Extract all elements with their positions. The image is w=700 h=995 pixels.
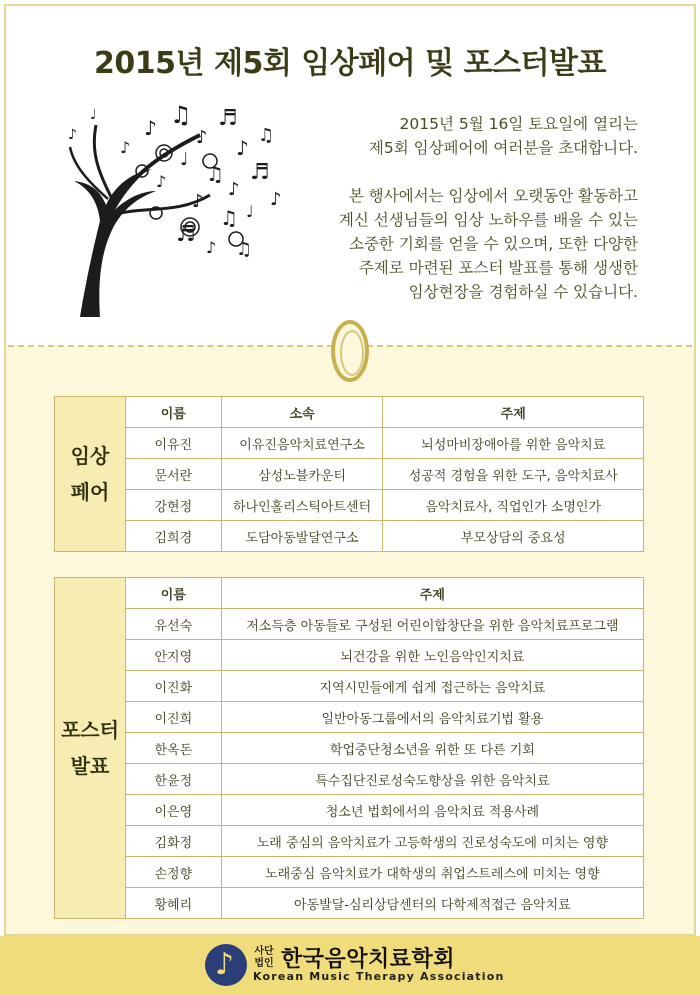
svg-text:♪: ♪ xyxy=(156,172,167,191)
section-label-line: 임상 xyxy=(70,444,110,468)
presenter-name: 이진희 xyxy=(125,702,221,733)
table-row xyxy=(55,640,644,671)
section-label-clinical-fair xyxy=(55,397,126,552)
table-row xyxy=(55,764,644,795)
svg-text:♪: ♪ xyxy=(236,136,249,160)
presenter-affiliation: 삼성노블카운티 xyxy=(221,459,383,490)
presentation-topic: 노래중심 음악치료가 대학생의 취업스트레스에 미치는 영향 xyxy=(221,857,643,888)
svg-text:♩: ♩ xyxy=(246,202,254,221)
logo-corp-line: 사단 xyxy=(254,946,274,957)
presenter-name: 황혜리 xyxy=(125,888,221,919)
table-row xyxy=(55,671,644,702)
presenter-name: 문서란 xyxy=(125,459,221,490)
intro-line: 제5회 임상페어에 여러분을 초대합니다. xyxy=(368,139,638,157)
presentation-topic: 특수집단진로성숙도향상을 위한 음악치료 xyxy=(221,764,643,795)
presenter-name: 강현정 xyxy=(125,490,221,521)
svg-text:♪: ♪ xyxy=(270,189,282,210)
intro-line: 본 행사에서는 임상에서 오랫동안 활동하고 xyxy=(348,187,638,205)
intro-line: 계신 선생님들의 임상 노하우를 배울 수 있는 xyxy=(338,211,638,229)
presenter-affiliation: 하나인홀리스틱아트센터 xyxy=(221,490,383,521)
section-label-line: 페어 xyxy=(70,480,110,504)
page-title: 2015년 제5회 임상페어 및 포스터발표 xyxy=(94,46,606,81)
intro-line: 주제로 마련된 포스터 발표를 통해 생생한 xyxy=(358,259,638,277)
presentation-topic: 뇌건강을 위한 노인음악인지치료 xyxy=(221,640,643,671)
presenter-name: 안지영 xyxy=(125,640,221,671)
svg-text:♩: ♩ xyxy=(90,107,97,123)
presentation-topic: 노래 중심의 음악치료가 고등학생의 진로성숙도에 미치는 영향 xyxy=(221,826,643,857)
presenter-name: 이진화 xyxy=(125,671,221,702)
table-row xyxy=(55,795,644,826)
presenter-name: 김화정 xyxy=(125,826,221,857)
intro-line: 2015년 5월 16일 토요일에 열리는 xyxy=(399,115,638,133)
presenter-name: 이유진 xyxy=(125,428,221,459)
svg-text:♪: ♪ xyxy=(228,179,240,200)
table-row xyxy=(55,521,644,552)
svg-text:♫: ♫ xyxy=(258,125,275,146)
table-row xyxy=(55,857,644,888)
presenter-affiliation: 이유진음악치료연구소 xyxy=(221,428,383,459)
logo-name-korean: 한국음악치료학회 xyxy=(281,947,456,972)
table-row xyxy=(55,888,644,919)
svg-text:♬: ♬ xyxy=(176,222,196,247)
presentation-topic: 성공적 경험을 위한 도구, 음악치료사 xyxy=(383,459,644,490)
table-row xyxy=(55,609,644,640)
presentation-topic: 뇌성마비장애아를 위한 음악치료 xyxy=(383,428,644,459)
presentation-topic: 학업중단청소년을 위한 또 다른 기회 xyxy=(221,733,643,764)
svg-text:♫: ♫ xyxy=(206,162,224,186)
presentation-topic: 청소년 법회에서의 음악치료 적용사례 xyxy=(221,795,643,826)
table-row xyxy=(55,826,644,857)
column-header-name: 이름 xyxy=(125,578,221,609)
table-header-row xyxy=(55,397,644,428)
presenter-name: 한윤정 xyxy=(125,764,221,795)
column-header-affiliation: 소속 xyxy=(221,397,383,428)
logo-corp-line: 법인 xyxy=(254,958,274,969)
svg-text:♩: ♩ xyxy=(180,149,189,170)
presenter-name: 김희경 xyxy=(125,521,221,552)
presentation-topic: 아동발달-심리상담센터의 다학제적접근 음악치료 xyxy=(221,888,643,919)
intro-line: 임상현장을 경험하실 수 있습니다. xyxy=(408,283,638,301)
association-logo xyxy=(205,942,505,990)
music-note-logo-icon xyxy=(205,944,247,986)
table-row xyxy=(55,459,644,490)
logo-name-english: Korean Music Therapy Association xyxy=(253,970,505,983)
presentation-topic: 음악치료사, 직업인가 소명인가 xyxy=(383,490,644,521)
column-header-name: 이름 xyxy=(125,397,221,428)
table-row xyxy=(55,702,644,733)
presenter-name: 한옥돈 xyxy=(125,733,221,764)
svg-text:♬: ♬ xyxy=(250,160,270,185)
clinical-fair-table xyxy=(54,396,644,552)
table-row xyxy=(55,490,644,521)
svg-text:♫: ♫ xyxy=(170,101,192,129)
presentation-topic: 지역시민들에게 쉽게 접근하는 음악치료 xyxy=(221,671,643,702)
presenter-name: 손정향 xyxy=(125,857,221,888)
svg-text:♫: ♫ xyxy=(220,206,238,230)
table-header-row xyxy=(55,578,644,609)
svg-text:♪: ♪ xyxy=(120,138,131,157)
svg-text:♪: ♪ xyxy=(68,127,77,143)
presentation-topic: 부모상담의 중요성 xyxy=(383,521,644,552)
column-header-topic: 주제 xyxy=(383,397,644,428)
poster-presentation-table xyxy=(54,577,644,919)
svg-text:♪: ♪ xyxy=(192,191,204,212)
svg-text:♬: ♬ xyxy=(218,106,238,131)
presenter-affiliation: 도담아동발달연구소 xyxy=(221,521,383,552)
svg-text:♫: ♫ xyxy=(236,239,253,260)
logo-corporation-label xyxy=(251,946,277,970)
oval-medal-ornament xyxy=(331,320,369,382)
tree-trunk xyxy=(74,169,156,317)
section-label-poster xyxy=(55,578,126,919)
presenter-name: 유선숙 xyxy=(125,609,221,640)
svg-text:♪: ♪ xyxy=(206,238,217,257)
table-row xyxy=(55,733,644,764)
section-label-line: 포스터 xyxy=(60,718,119,742)
intro-line: 소중한 기회를 얻을 수 있으며, 또한 다양한 xyxy=(348,235,638,253)
section-label-line: 발표 xyxy=(70,754,110,778)
column-header-topic: 주제 xyxy=(221,578,643,609)
presentation-topic: 저소득층 아동들로 구성된 어린이합창단을 위한 음악치료프로그램 xyxy=(221,609,643,640)
table-row xyxy=(55,428,644,459)
intro-text xyxy=(258,112,638,304)
presenter-name: 이은영 xyxy=(125,795,221,826)
svg-text:♪: ♪ xyxy=(144,116,157,140)
svg-text:♪: ♪ xyxy=(196,127,208,148)
presentation-topic: 일반아동그룹에서의 음악치료기법 활용 xyxy=(221,702,643,733)
